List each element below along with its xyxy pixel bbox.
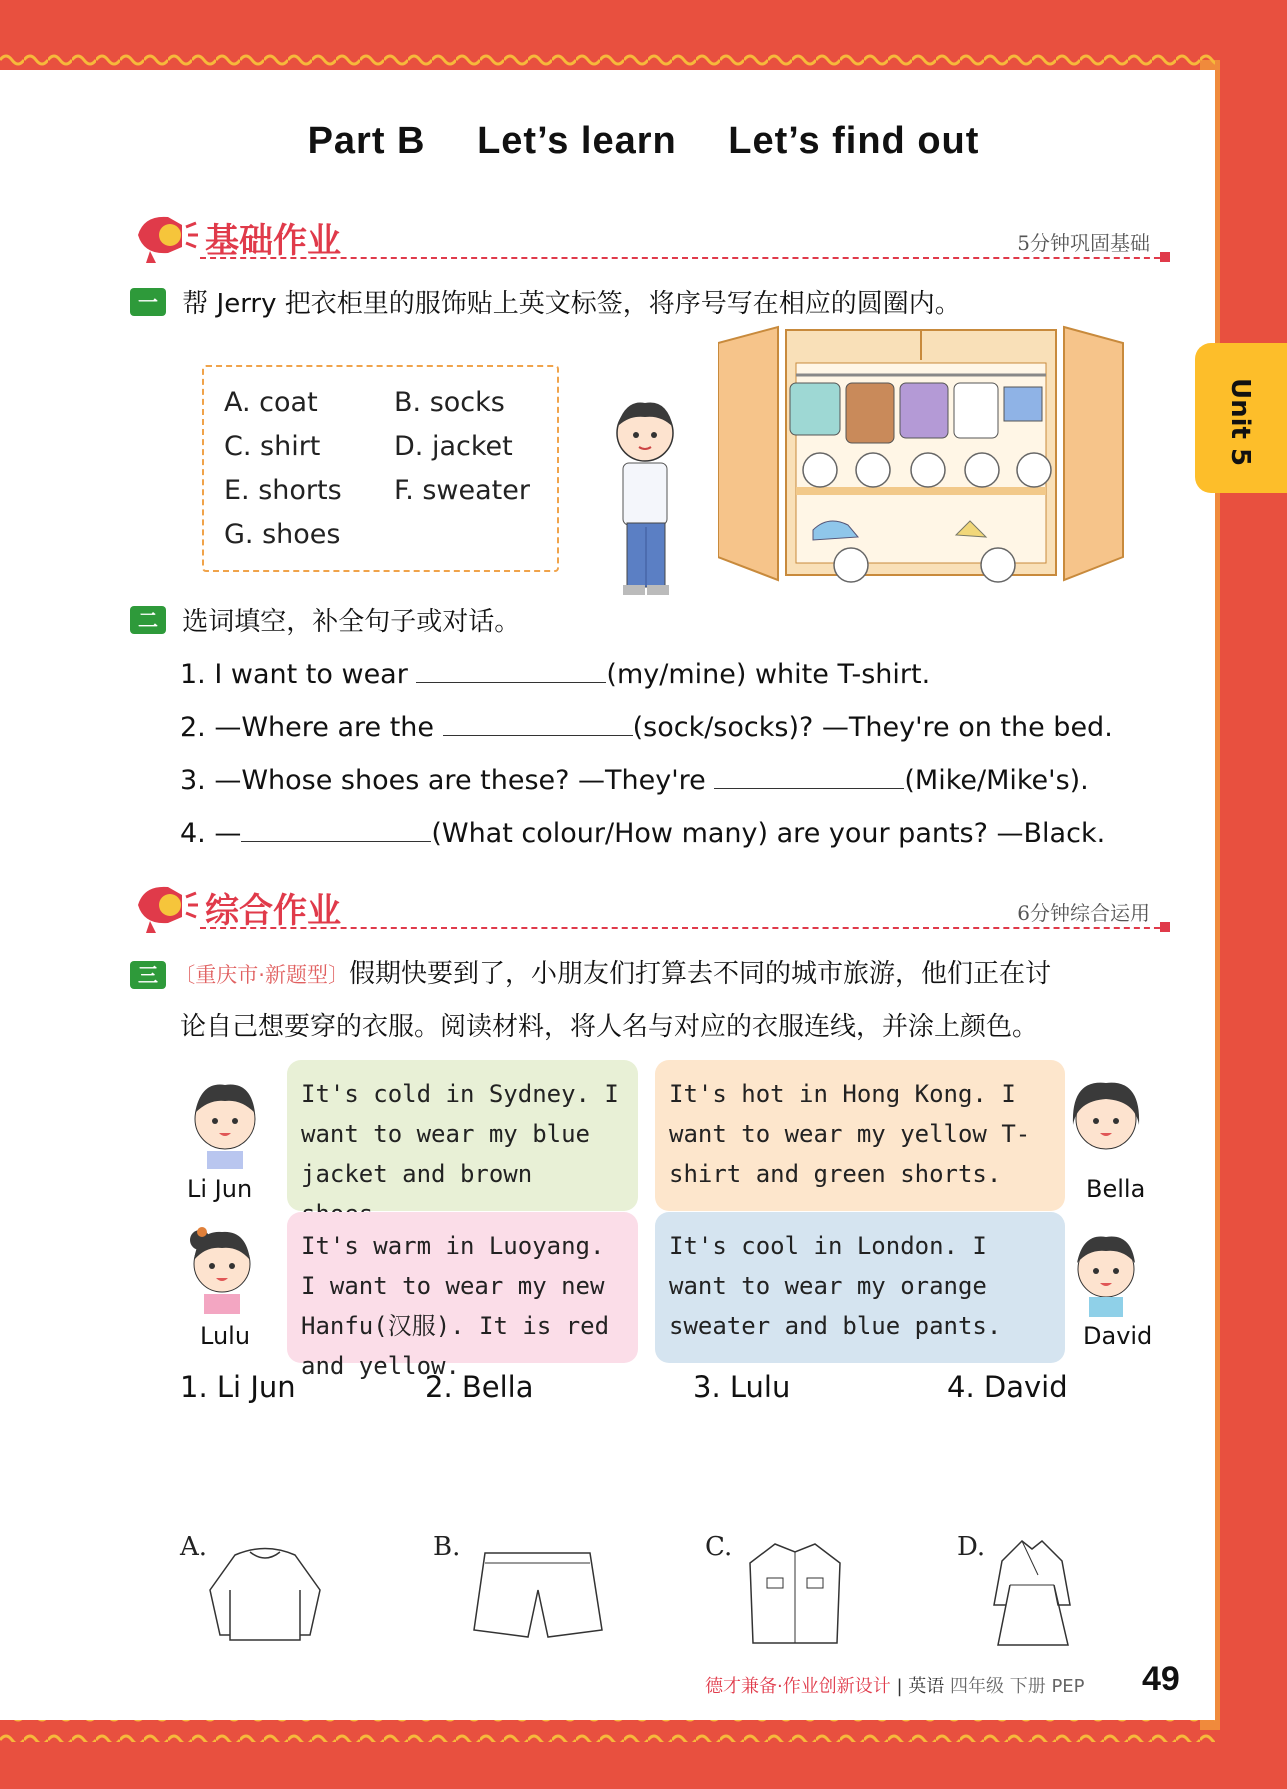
speech-bubble-bella <box>655 1060 1065 1211</box>
option-label-c: C. <box>705 1532 733 1562</box>
sentence-text: (my/mine) white T-shirt. <box>606 659 931 690</box>
sentence-text: 4. — <box>180 818 242 849</box>
bella-avatar <box>1065 1075 1147 1175</box>
david-avatar <box>1065 1225 1147 1325</box>
sentence-text: (Mike/Mike's). <box>904 765 1089 796</box>
match-item-4[interactable]: 4. David <box>947 1370 1068 1404</box>
sentence-text: 2. —Where are the <box>180 712 443 743</box>
wardrobe-illustration <box>718 325 1128 585</box>
section-comprehensive-title: 综合作业 <box>205 891 341 931</box>
question-badge: 三 <box>130 961 166 989</box>
name-lijun: Li Jun <box>187 1175 253 1203</box>
section-basic-subtitle: 5分钟巩固基础 <box>1017 231 1150 255</box>
word-shoes: G. shoes <box>224 519 341 550</box>
horn-icon <box>130 875 200 935</box>
divider-end-mark <box>1160 252 1170 262</box>
page-footer: 德才兼备·作业创新设计 | 英语 四年级 下册 PEP <box>705 1676 1085 1697</box>
match-item-2[interactable]: 2. Bella <box>425 1370 534 1404</box>
jacket-outline-icon[interactable] <box>745 1538 845 1648</box>
match-item-1[interactable]: 1. Li Jun <box>180 1370 296 1404</box>
horn-icon <box>130 205 200 265</box>
option-label-a: A. <box>180 1532 208 1562</box>
word-shorts: E. shorts <box>224 475 342 506</box>
unit-tab[interactable] <box>1195 343 1287 493</box>
hanfu-outline-icon[interactable] <box>990 1535 1075 1650</box>
section-basic-header <box>130 205 1170 265</box>
bubble-text-david: It's cool in London. I want to wear my orange sweater and blue pants. <box>669 1232 1002 1340</box>
page-title <box>0 120 1287 163</box>
word-sweater: F. sweater <box>394 475 530 506</box>
question-2 <box>130 601 520 638</box>
sentence-2 <box>180 707 1113 743</box>
question-1 <box>130 283 961 320</box>
sweater-outline-icon[interactable] <box>205 1540 325 1645</box>
bubble-text-lulu: It's warm in Luoyang. I want to wear my new Hanfu(汉服). It is red and yellow. <box>301 1232 610 1380</box>
question-badge: 一 <box>130 288 166 316</box>
word-socks: B. socks <box>394 387 505 418</box>
footer-subject: 英语 <box>908 1676 945 1697</box>
option-label-b: B. <box>433 1532 461 1562</box>
question-1-text: 帮 Jerry 把衣柜里的服饰贴上英文标签，将序号写在相应的圆圈内。 <box>182 289 961 319</box>
sentence-text: (What colour/How many) are your pants? —Black. <box>431 818 1106 849</box>
title-part: Part B <box>307 120 426 162</box>
name-bella: Bella <box>1086 1175 1146 1203</box>
section-divider <box>200 927 1170 929</box>
bubble-text-bella: It's hot in Hong Kong. I want to wear my yellow T-shirt and green shorts. <box>669 1080 1031 1188</box>
title-find: Let’s find out <box>728 120 980 162</box>
sentence-text: (sock/socks)? —They're on the bed. <box>632 712 1113 743</box>
page-number: 49 <box>1142 1660 1180 1698</box>
sentence-text: 1. I want to wear <box>180 659 417 690</box>
question-3-text-line2: 论自己想要穿的衣服。阅读材料，将人名与对应的衣服连线，并涂上颜色。 <box>180 1012 1039 1042</box>
answer-blank[interactable] <box>241 813 431 842</box>
divider-end-mark <box>1160 922 1170 932</box>
option-label-d: D. <box>957 1532 986 1562</box>
sentence-text: 3. —Whose shoes are these? —They're <box>180 765 715 796</box>
speech-bubble-lijun <box>287 1060 638 1211</box>
sentence-1 <box>180 654 930 690</box>
name-david: David <box>1083 1322 1153 1350</box>
footer-brand: 德才兼备·作业创新设计 <box>705 1676 891 1697</box>
answer-blank[interactable] <box>416 654 606 683</box>
sentence-3 <box>180 760 1089 796</box>
question-3-text-line1: 假期快要到了，小朋友们打算去不同的城市旅游，他们正在讨 <box>348 959 1051 989</box>
lijun-avatar <box>185 1075 265 1175</box>
question-3 <box>130 953 1051 990</box>
word-bank <box>202 365 559 572</box>
speech-bubble-david <box>655 1212 1065 1363</box>
sentence-4 <box>180 813 1105 849</box>
question-3-source: 〔重庆市·新题型〕 <box>174 963 349 987</box>
bubble-text-lijun: It's cold in Sydney. I want to wear my blue jacket and brown <box>301 1080 619 1188</box>
section-basic-title: 基础作业 <box>205 221 341 261</box>
question-badge: 二 <box>130 606 166 634</box>
question-2-text: 选词填空，补全句子或对话。 <box>182 607 521 637</box>
word-shirt: C. shirt <box>224 431 321 462</box>
boy-illustration <box>605 395 685 600</box>
title-learn: Let’s learn <box>477 120 677 162</box>
speech-bubble-lulu <box>287 1212 638 1380</box>
word-coat: A. coat <box>224 387 318 418</box>
match-item-3[interactable]: 3. Lulu <box>693 1370 791 1404</box>
section-comprehensive-header <box>130 875 1170 935</box>
question-3-line2 <box>180 1006 1038 1043</box>
name-lulu: Lulu <box>200 1322 251 1350</box>
shorts-outline-icon[interactable] <box>470 1545 605 1645</box>
answer-blank[interactable] <box>714 760 904 789</box>
answer-blank[interactable] <box>443 707 633 736</box>
lulu-avatar <box>180 1220 265 1320</box>
section-comprehensive-subtitle: 6分钟综合运用 <box>1017 901 1150 925</box>
footer-grade: 四年级 下册 PEP <box>950 1676 1085 1697</box>
unit-tab-label: Unit 5 <box>1225 378 1255 467</box>
word-jacket: D. jacket <box>394 431 513 462</box>
section-divider <box>200 257 1170 259</box>
